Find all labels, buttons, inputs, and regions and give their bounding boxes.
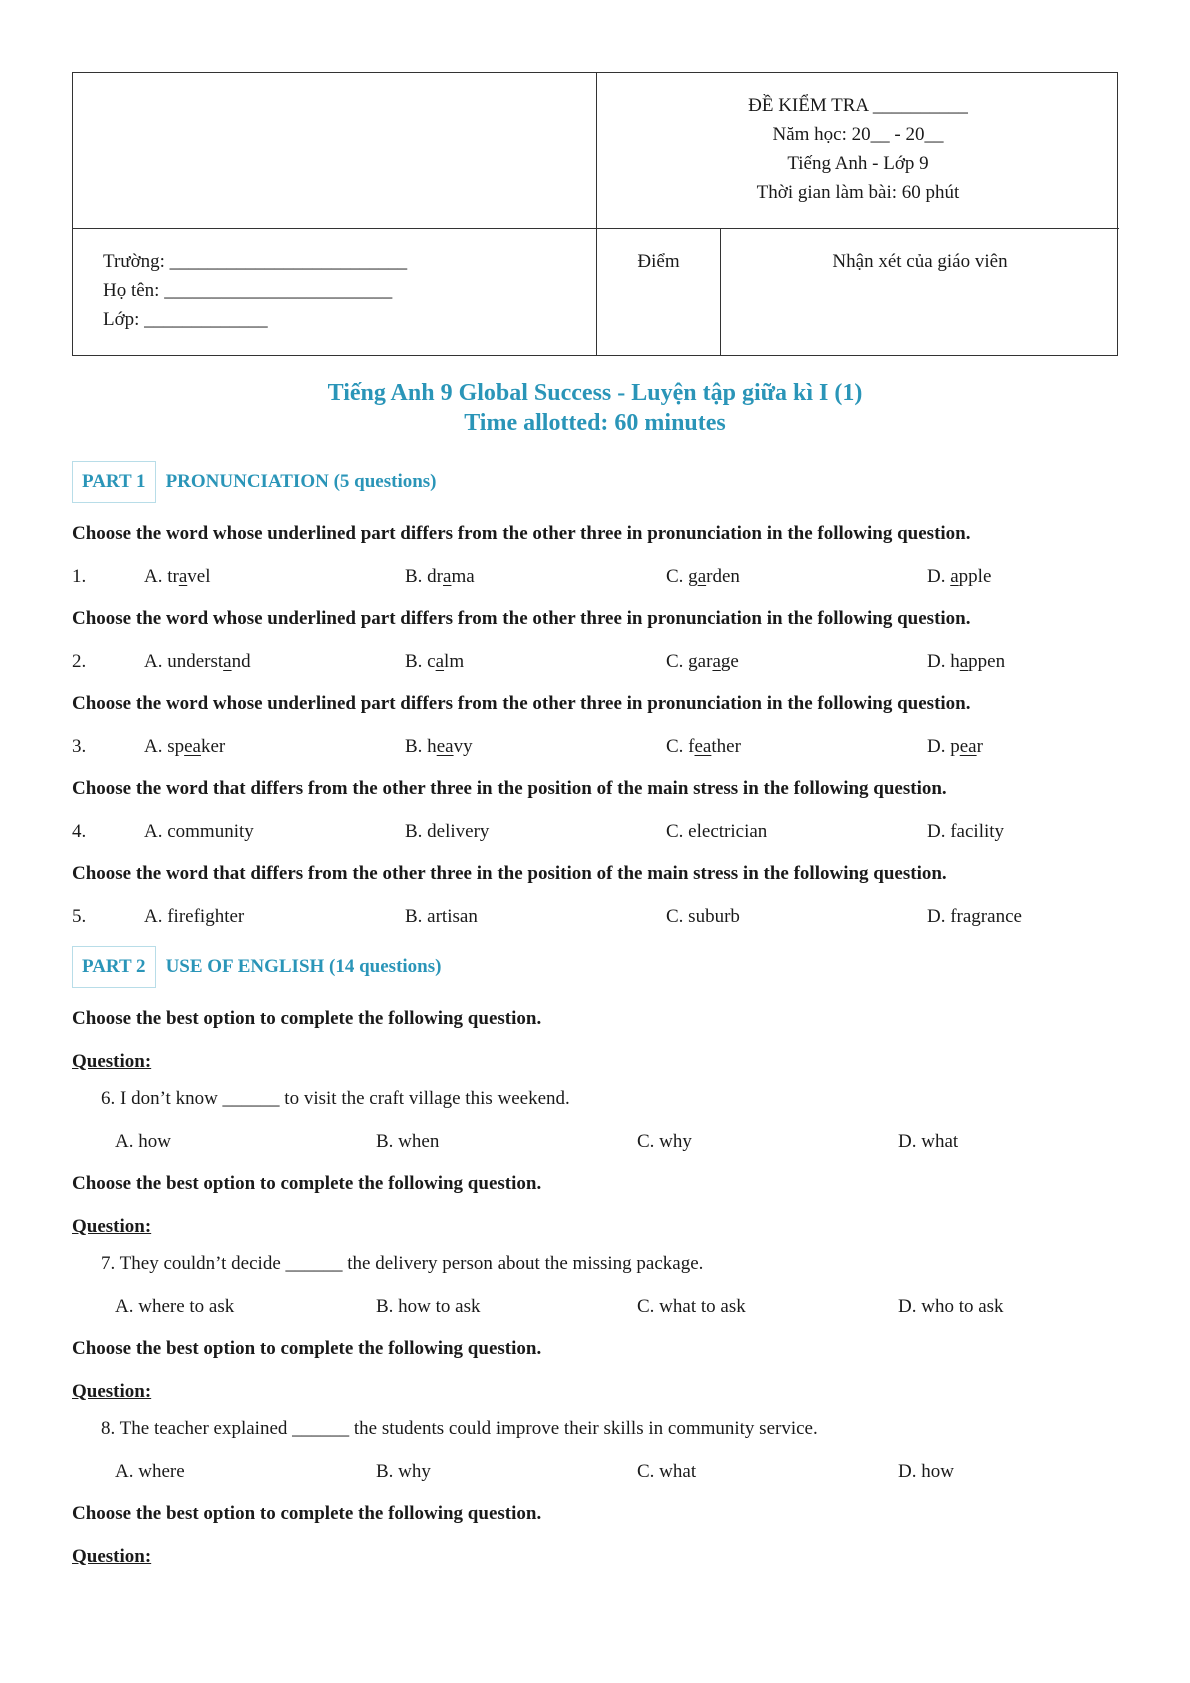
question-instruction: Choose the best option to complete the following question. <box>72 1503 542 1524</box>
title-line-2: Time allotted: 60 minutes <box>464 410 726 436</box>
question-label: Question: <box>72 1546 152 1567</box>
question-4 <box>72 820 1118 844</box>
question-instruction: Choose the word that differs from the other three in the position of the main stress in the following question. <box>72 863 947 884</box>
option-a[interactable]: A. how <box>115 1131 171 1152</box>
exam-info-cell <box>597 73 1119 229</box>
option-c[interactable]: C. what to ask <box>637 1296 746 1317</box>
exam-page <box>72 72 1118 1569</box>
question-8-stem: 8. The teacher explained ______ the students could improve their skills in community service. <box>101 1418 818 1439</box>
question-5 <box>72 905 1118 929</box>
question-7-options <box>72 1295 1118 1319</box>
option-a[interactable]: A. community <box>144 821 254 842</box>
question-label: Question: <box>72 1216 152 1237</box>
question-number: 1. <box>72 566 87 587</box>
question-8-options <box>72 1460 1118 1484</box>
school-year: Năm học: 20__ - 20__ <box>772 124 944 145</box>
question-3 <box>72 735 1118 759</box>
question-7-stem: 7. They couldn’t decide ______ the delivery person about the missing package. <box>101 1253 704 1274</box>
part-2-title: USE OF ENGLISH (14 questions) <box>165 956 442 977</box>
option-d[interactable]: D. what <box>898 1131 959 1152</box>
option-b[interactable]: B. how to ask <box>376 1296 481 1317</box>
option-b[interactable]: B. why <box>376 1461 431 1482</box>
school-field: Trường: _________________________ <box>103 251 408 272</box>
question-instruction: Choose the word that differs from the other three in the position of the main stress in the following question. <box>72 778 947 799</box>
option-d[interactable]: D. apple <box>927 566 992 587</box>
option-a[interactable]: A. where to ask <box>115 1296 235 1317</box>
question-number: 2. <box>72 651 87 672</box>
question-instruction: Choose the word whose underlined part differs from the other three in pronunciation in the following question. <box>72 608 971 629</box>
duration: Thời gian làm bài: 60 phút <box>756 182 960 203</box>
option-b[interactable]: B. artisan <box>405 906 478 927</box>
score-cell <box>597 229 721 355</box>
option-c[interactable]: C. what <box>637 1461 697 1482</box>
part-2-questions <box>72 1007 1118 1569</box>
question-number: 3. <box>72 736 87 757</box>
score-label: Điểm <box>637 251 680 272</box>
option-a[interactable]: A. firefighter <box>144 906 245 927</box>
title-line-1: Tiếng Anh 9 Global Success - Luyện tập giữa kì I (1) <box>327 380 863 406</box>
option-b[interactable]: B. heavy <box>405 736 473 757</box>
option-d[interactable]: D. pear <box>927 736 983 757</box>
option-c[interactable]: C. why <box>637 1131 692 1152</box>
option-d[interactable]: D. who to ask <box>898 1296 1004 1317</box>
question-6-options <box>72 1130 1118 1154</box>
question-1 <box>72 565 1118 589</box>
teacher-comment-cell <box>721 229 1119 355</box>
part-1-tag: PART 1 <box>72 461 156 503</box>
question-instruction: Choose the best option to complete the following question. <box>72 1173 542 1194</box>
part-1-questions <box>72 522 1118 929</box>
option-c[interactable]: C. electrician <box>666 821 768 842</box>
question-label: Question: <box>72 1381 152 1402</box>
option-b[interactable]: B. drama <box>405 566 475 587</box>
question-instruction: Choose the word whose underlined part differs from the other three in pronunciation in the following question. <box>72 523 971 544</box>
question-instruction: Choose the best option to complete the following question. <box>72 1008 542 1029</box>
header-table <box>72 72 1118 356</box>
option-b[interactable]: B. when <box>376 1131 440 1152</box>
teacher-comment-label: Nhận xét của giáo viên <box>832 251 1008 272</box>
part-1-title: PRONUNCIATION (5 questions) <box>165 471 437 492</box>
option-a[interactable]: A. travel <box>144 566 211 587</box>
option-a[interactable]: A. speaker <box>144 736 226 757</box>
question-instruction: Choose the best option to complete the following question. <box>72 1338 542 1359</box>
option-d[interactable]: D. how <box>898 1461 954 1482</box>
option-c[interactable]: C. garden <box>666 566 740 587</box>
subject: Tiếng Anh - Lớp 9 <box>787 153 929 174</box>
option-d[interactable]: D. happen <box>927 651 1006 672</box>
student-info-cell <box>73 229 597 355</box>
part-2-header <box>72 945 1118 989</box>
header-empty-cell <box>73 73 597 229</box>
exam-title: ĐỀ KIỂM TRA __________ <box>748 95 968 116</box>
option-d[interactable]: D. fragrance <box>927 906 1022 927</box>
question-number: 4. <box>72 821 87 842</box>
option-c[interactable]: C. garage <box>666 651 739 672</box>
question-label: Question: <box>72 1051 152 1072</box>
option-c[interactable]: C. suburb <box>666 906 740 927</box>
option-c[interactable]: C. feather <box>666 736 741 757</box>
question-instruction: Choose the word whose underlined part differs from the other three in pronunciation in the following question. <box>72 693 971 714</box>
question-number: 5. <box>72 906 87 927</box>
question-6-stem: 6. I don’t know ______ to visit the craft village this weekend. <box>101 1088 570 1109</box>
page-title <box>72 378 1118 438</box>
class-field: Lớp: _____________ <box>103 309 268 330</box>
option-a[interactable]: A. where <box>115 1461 185 1482</box>
question-2 <box>72 650 1118 674</box>
part-2-tag: PART 2 <box>72 946 156 988</box>
option-d[interactable]: D. facility <box>927 821 1005 842</box>
part-1-header <box>72 460 1118 504</box>
option-b[interactable]: B. calm <box>405 651 465 672</box>
option-a[interactable]: A. understand <box>144 651 251 672</box>
name-field: Họ tên: ________________________ <box>103 280 393 301</box>
option-b[interactable]: B. delivery <box>405 821 490 842</box>
